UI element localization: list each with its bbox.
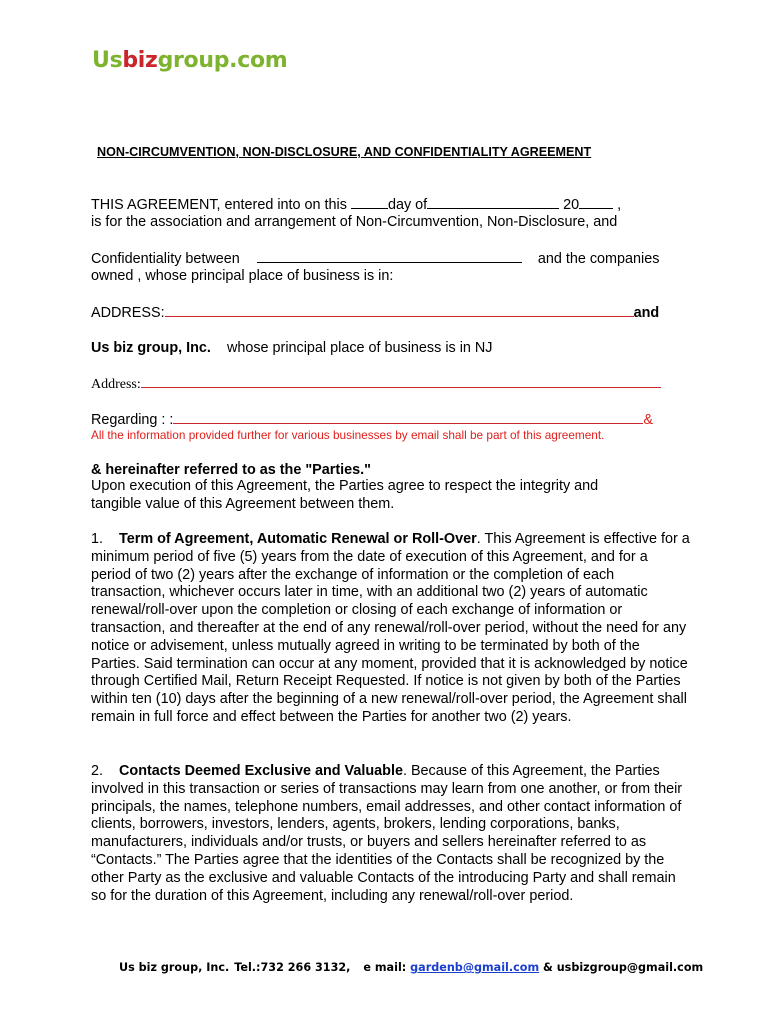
address-line-2 (91, 374, 661, 394)
month-blank (427, 195, 559, 209)
footer-amp: & (543, 961, 553, 974)
intro-text-c: 20 (559, 197, 580, 213)
usbiz-text: whose principal place of business is in NJ (226, 340, 493, 356)
party-name-blank (257, 249, 522, 263)
logo-part-biz: biz (122, 48, 158, 73)
footer-email-link[interactable]: gardenb@gmail.com (410, 961, 540, 974)
footer-tel: Tel.:732 266 3132, (234, 961, 351, 974)
intro-line-1 (91, 195, 621, 214)
section1-number: 1. (91, 531, 104, 547)
section2-number: 2. (91, 763, 104, 779)
section1-heading: Term of Agreement, Automatic Renewal or Roll-Over (119, 531, 477, 547)
usbiz-name: Us biz group, Inc. (91, 340, 211, 356)
regarding-note: All the information provided further for various businesses by email shall be part of this agreement. (91, 428, 605, 442)
confidentiality-text-a: Confidentiality between (91, 251, 240, 267)
document-title: NON-CIRCUMVENTION, NON-DISCLOSURE, AND CONFIDENTIALITY AGREEMENT (97, 145, 592, 159)
parties-heading: & hereinafter referred to as the "Parties." (91, 462, 371, 478)
section1-text: . This Agreement is effective for a minimum period of five (5) years from the date of execution of this Agreement, and for a period of two (2) years after the exchange of information or the completion of each transaction, whichever occurs later in time, with an additional two (2) years of automatic renewal/roll-over upon the completion or closing of each exchange of information or transaction, and thereafter at the end of any renewal/roll-over period, without the need for any notice or advisement, unless mutually agreed in writing to be terminated by both of the Parties. Said termination can occur at any moment, provided that it is acknowledged by notice through Certified Mail, Return Receipt Requested. If notice is not given by both of the Parties within ten (10) days after the beginning of a new renewal/roll-over period, the Agreement shall remain in full force and effect between the Parties for another two (2) years. (91, 531, 690, 725)
day-blank (351, 195, 388, 209)
address-line-1 (91, 303, 659, 322)
intro-text-a: THIS AGREEMENT, entered into on this (91, 197, 351, 213)
address-and: and (633, 305, 660, 321)
address2-blank (141, 374, 661, 388)
intro-line-2: is for the association and arrangement of Non-Circumvention, Non-Disclosure, and (91, 214, 618, 230)
address-label: ADDRESS: (91, 305, 165, 321)
confidentiality-text-b: and the companies (537, 251, 660, 267)
footer-email-2: usbizgroup@gmail.com (556, 961, 704, 974)
address2-label: Address: (91, 377, 141, 392)
confidentiality-line-1 (91, 249, 659, 268)
section2-text: . Because of this Agreement, the Parties involved in this transaction or series of transactions may learn from one another, or from their principals, the names, telephone numbers, email addresses, and other contact information of clients, borrowers, investors, lenders, agents, brokers, lending corporations, banks, manufacturers, individuals and/or trusts, or buyers and sellers hereinafter referred to as “Contacts.” The Parties agree that the identities of the Contacts shall be recognized by the other Party as the exclusive and valuable Contacts of the introducing Party and shall remain so for the duration of this Agreement, including any renewal/roll-over period. (91, 763, 683, 904)
section-1 (91, 531, 691, 727)
regarding-ampersand: & (643, 412, 654, 428)
page-footer (119, 961, 703, 974)
intro-text-d: , (613, 197, 622, 213)
section2-heading: Contacts Deemed Exclusive and Valuable (119, 763, 403, 779)
parties-text: Upon execution of this Agreement, the Parties agree to respect the integrity and tangible value of this Agreement between them. (91, 478, 599, 512)
logo-part-group: group.com (157, 48, 288, 73)
intro-text-b: day of (387, 197, 428, 213)
section-2 (91, 763, 691, 905)
footer-company: Us biz group, Inc. (119, 961, 230, 974)
address-blank (165, 303, 634, 317)
usbiz-line (91, 339, 493, 357)
regarding-blank (173, 410, 643, 424)
footer-email-label: e mail: (363, 961, 407, 974)
confidentiality-line-2: owned , whose principal place of business is in: (91, 268, 394, 284)
regarding-label: Regarding : : (91, 412, 174, 428)
company-logo (92, 48, 287, 73)
logo-part-us: Us (92, 48, 123, 73)
year-blank (579, 195, 613, 209)
